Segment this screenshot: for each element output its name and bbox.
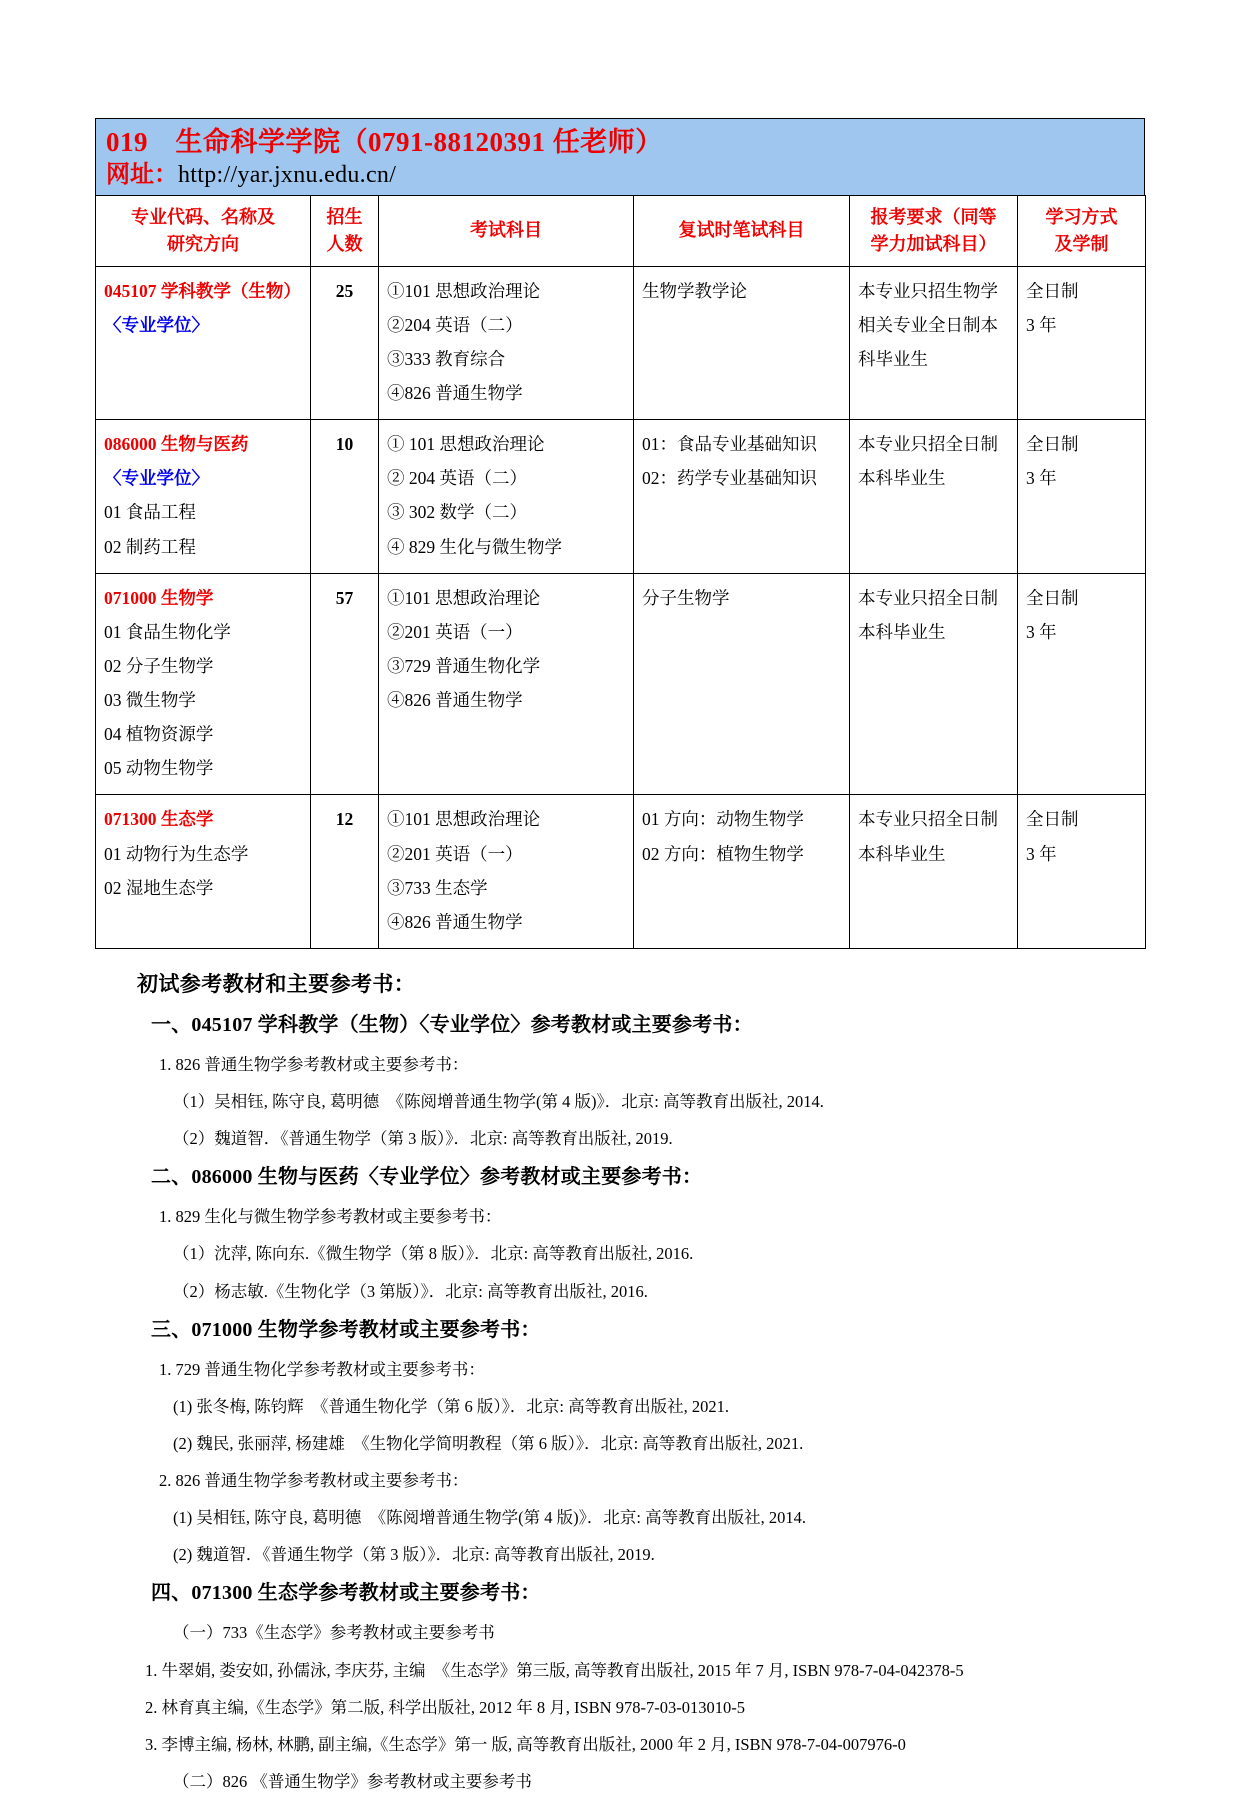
study-mode-line: 全日制 bbox=[1026, 809, 1079, 830]
cell-application-requirement bbox=[850, 266, 1018, 420]
col-header-study-mode-line2: 及学制 bbox=[1054, 233, 1109, 254]
research-direction: 01 食品工程 bbox=[104, 502, 196, 523]
col-header-major-line1: 专业代码、名称及 bbox=[131, 206, 275, 227]
study-mode-line: 3 年 bbox=[1026, 468, 1057, 489]
table-header-row bbox=[96, 195, 1146, 266]
major-code-name: 071300 生态学 bbox=[104, 809, 214, 830]
retest-subject-line: 01 方向：动物生物学 bbox=[642, 809, 804, 830]
cell-enrollment-quota: 57 bbox=[311, 573, 379, 795]
exam-subject-line: ①101 思想政治理论 bbox=[387, 587, 541, 608]
col-header-quota-line2: 人数 bbox=[326, 233, 363, 254]
reference-line: (2) 魏民, 张丽萍, 杨建雄 《生物化学简明教程（第 6 版）》．北京: 高等教育出版社, 2021. bbox=[173, 1433, 804, 1453]
reference-section-title: 初试参考教材和主要参考书： bbox=[137, 971, 416, 996]
requirement-line: 相关专业全日制本 bbox=[858, 314, 998, 335]
requirement-line: 本科毕业生 bbox=[858, 843, 946, 864]
major-code-name: 071000 生物学 bbox=[104, 587, 214, 608]
exam-subject-line: ②204 英语（二） bbox=[387, 314, 523, 335]
requirement-line: 本科毕业生 bbox=[858, 468, 946, 489]
col-header-study-mode-line1: 学习方式 bbox=[1045, 206, 1118, 227]
research-direction: 02 分子生物学 bbox=[104, 655, 214, 676]
reference-line: (1) 吴相钰, 陈守良, 葛明德 《陈阅增普通生物学(第 4 版)》．北京: 高等教育出版社, 2014. bbox=[173, 1508, 806, 1528]
cell-study-mode bbox=[1018, 795, 1146, 949]
cell-application-requirement bbox=[850, 573, 1018, 795]
study-mode-line: 全日制 bbox=[1026, 280, 1079, 301]
retest-subject-line: 分子生物学 bbox=[642, 587, 730, 608]
reference-subject-heading: 四、071300 生态学参考教材或主要参考书： bbox=[151, 1582, 541, 1605]
cell-retest-subjects bbox=[634, 795, 850, 949]
requirement-line: 本科毕业生 bbox=[858, 621, 946, 642]
cell-exam-subjects bbox=[379, 573, 634, 795]
exam-subject-line: ④ 829 生化与微生物学 bbox=[387, 536, 562, 557]
cell-study-mode bbox=[1018, 266, 1146, 420]
reference-line: （一）733《生态学》参考教材或主要参考书 bbox=[173, 1623, 495, 1643]
cell-study-mode bbox=[1018, 420, 1146, 574]
cell-major-info bbox=[96, 795, 311, 949]
cell-retest-subjects bbox=[634, 573, 850, 795]
college-title: 019 生命科学学院（0791-88120391 任老师） bbox=[106, 127, 663, 157]
reference-line: 1. 826 普通生物学参考教材或主要参考书： bbox=[159, 1054, 469, 1074]
reference-subject-heading: 三、071000 生物学参考教材或主要参考书： bbox=[151, 1318, 541, 1341]
reference-subject-heading: 一、045107 学科教学（生物）〈专业学位〉参考教材或主要参考书： bbox=[151, 1013, 753, 1036]
exam-subject-line: ①101 思想政治理论 bbox=[387, 280, 541, 301]
retest-subject-line: 01：食品专业基础知识 bbox=[642, 434, 817, 455]
col-header-study-mode bbox=[1018, 195, 1146, 266]
col-header-quota bbox=[311, 195, 379, 266]
college-banner bbox=[95, 118, 1145, 195]
study-mode-line: 3 年 bbox=[1026, 843, 1057, 864]
research-direction: 05 动物生物学 bbox=[104, 758, 214, 779]
cell-major-info bbox=[96, 420, 311, 574]
requirement-line: 本专业只招全日制 bbox=[858, 434, 998, 455]
reference-line: （1）吴相钰, 陈守良, 葛明德 《陈阅增普通生物学(第 4 版)》．北京: 高等教育出版社, 2014. bbox=[173, 1092, 824, 1112]
research-direction: 04 植物资源学 bbox=[104, 724, 214, 745]
exam-subject-line: ③733 生态学 bbox=[387, 877, 488, 898]
cell-application-requirement bbox=[850, 420, 1018, 574]
research-direction: 03 微生物学 bbox=[104, 690, 196, 711]
reference-line: (1) 张冬梅, 陈钧辉 《普通生物化学（第 6 版）》．北京: 高等教育出版社, 2021. bbox=[173, 1396, 729, 1416]
exam-subject-line: ③333 教育综合 bbox=[387, 348, 506, 369]
cell-exam-subjects bbox=[379, 795, 634, 949]
requirement-line: 本专业只招全日制 bbox=[858, 587, 998, 608]
reference-line: 2. 826 普通生物学参考教材或主要参考书： bbox=[159, 1471, 469, 1491]
reference-line: （二）826 《普通生物学》参考教材或主要参考书 bbox=[173, 1771, 532, 1791]
cell-exam-subjects bbox=[379, 266, 634, 420]
research-direction: 01 食品生物化学 bbox=[104, 621, 231, 642]
study-mode-line: 全日制 bbox=[1026, 434, 1079, 455]
major-code-name: 045107 学科教学（生物） bbox=[104, 280, 301, 301]
reference-line: （1）沈萍, 陈向东.《微生物学（第 8 版）》．北京: 高等教育出版社, 2016. bbox=[173, 1244, 694, 1264]
reference-line: （2）魏道智．《普通生物学（第 3 版）》．北京: 高等教育出版社, 2019. bbox=[173, 1129, 673, 1149]
col-header-major bbox=[96, 195, 311, 266]
reference-line: 1. 牛翠娟, 娄安如, 孙儒泳, 李庆芬, 主编 《生态学》第三版, 高等教育出版社, 2015 年 7 月, ISBN 978-7-04-042378-5 bbox=[145, 1660, 964, 1680]
retest-subject-line: 生物学教学论 bbox=[642, 280, 747, 301]
cell-application-requirement bbox=[850, 795, 1018, 949]
website-url[interactable]: http://yar.jxnu.edu.cn/ bbox=[178, 161, 397, 188]
exam-subject-line: ④826 普通生物学 bbox=[387, 911, 523, 932]
college-website-line bbox=[106, 160, 1134, 191]
reference-line: 1. 729 普通生物化学参考教材或主要参考书： bbox=[159, 1359, 485, 1379]
cell-retest-subjects bbox=[634, 420, 850, 574]
exam-subject-line: ③729 普通生物化学 bbox=[387, 655, 541, 676]
col-header-requirements bbox=[850, 195, 1018, 266]
requirement-line: 本专业只招全日制 bbox=[858, 809, 998, 830]
degree-type-tag: 〈专业学位〉 bbox=[104, 314, 209, 335]
cell-major-info bbox=[96, 573, 311, 795]
col-header-retest-subjects: 复试时笔试科目 bbox=[634, 195, 850, 266]
table-row bbox=[96, 420, 1146, 574]
reference-line: （2）杨志敏.《生物化学（3 第版）》．北京: 高等教育出版社, 2016. bbox=[173, 1281, 648, 1301]
table-row bbox=[96, 795, 1146, 949]
col-header-requirements-line1: 报考要求（同等 bbox=[870, 206, 997, 227]
reference-line: 2. 林育真主编,《生态学》第二版, 科学出版社, 2012 年 8 月, ISBN 978-7-03-013010-5 bbox=[145, 1697, 745, 1717]
reference-line: 1. 829 生化与微生物学参考教材或主要参考书： bbox=[159, 1207, 502, 1227]
table-row bbox=[96, 266, 1146, 420]
reference-line: 3. 李博主编, 杨林, 林鹏, 副主编,《生态学》第一 版, 高等教育出版社, 2000 年 2 月, ISBN 978-7-04-007976-0 bbox=[145, 1734, 906, 1754]
cell-exam-subjects bbox=[379, 420, 634, 574]
exam-subject-line: ④826 普通生物学 bbox=[387, 383, 523, 404]
cell-retest-subjects bbox=[634, 266, 850, 420]
col-header-quota-line1: 招生 bbox=[326, 206, 363, 227]
retest-subject-line: 02：药学专业基础知识 bbox=[642, 468, 817, 489]
study-mode-line: 3 年 bbox=[1026, 314, 1057, 335]
requirement-line: 本专业只招生物学 bbox=[858, 280, 998, 301]
research-direction: 02 湿地生态学 bbox=[104, 877, 214, 898]
cell-enrollment-quota: 12 bbox=[311, 795, 379, 949]
reference-sections-container bbox=[137, 1005, 1145, 1800]
cell-major-info bbox=[96, 266, 311, 420]
reference-line: (2) 魏道智．《普通生物学（第 3 版）》．北京: 高等教育出版社, 2019. bbox=[173, 1545, 655, 1565]
table-row bbox=[96, 573, 1146, 795]
degree-type-tag: 〈专业学位〉 bbox=[104, 468, 209, 489]
exam-subject-line: ② 204 英语（二） bbox=[387, 468, 527, 489]
exam-subject-line: ②201 英语（一） bbox=[387, 621, 523, 642]
requirement-line: 科毕业生 bbox=[858, 348, 928, 369]
exam-subject-line: ① 101 思想政治理论 bbox=[387, 434, 545, 455]
retest-subject-line: 02 方向：植物生物学 bbox=[642, 843, 804, 864]
cell-enrollment-quota: 10 bbox=[311, 420, 379, 574]
cell-enrollment-quota: 25 bbox=[311, 266, 379, 420]
col-header-exam-subjects: 考试科目 bbox=[379, 195, 634, 266]
col-header-major-line2: 研究方向 bbox=[167, 233, 239, 254]
major-code-name: 086000 生物与医药 bbox=[104, 434, 249, 455]
cell-study-mode bbox=[1018, 573, 1146, 795]
study-mode-line: 全日制 bbox=[1026, 587, 1079, 608]
research-direction: 02 制药工程 bbox=[104, 536, 196, 557]
research-direction: 01 动物行为生态学 bbox=[104, 843, 249, 864]
study-mode-line: 3 年 bbox=[1026, 621, 1057, 642]
exam-subject-line: ③ 302 数学（二） bbox=[387, 502, 527, 523]
program-table-body bbox=[96, 266, 1146, 948]
reference-books-section bbox=[95, 963, 1145, 1800]
exam-subject-line: ④826 普通生物学 bbox=[387, 690, 523, 711]
exam-subject-line: ①101 思想政治理论 bbox=[387, 809, 541, 830]
website-label: 网址： bbox=[106, 161, 178, 188]
reference-subject-heading: 二、086000 生物与医药〈专业学位〉参考教材或主要参考书： bbox=[151, 1166, 703, 1189]
exam-subject-line: ②201 英语（一） bbox=[387, 843, 523, 864]
program-table bbox=[95, 195, 1146, 949]
col-header-requirements-line2: 学力加试科目） bbox=[870, 233, 997, 254]
